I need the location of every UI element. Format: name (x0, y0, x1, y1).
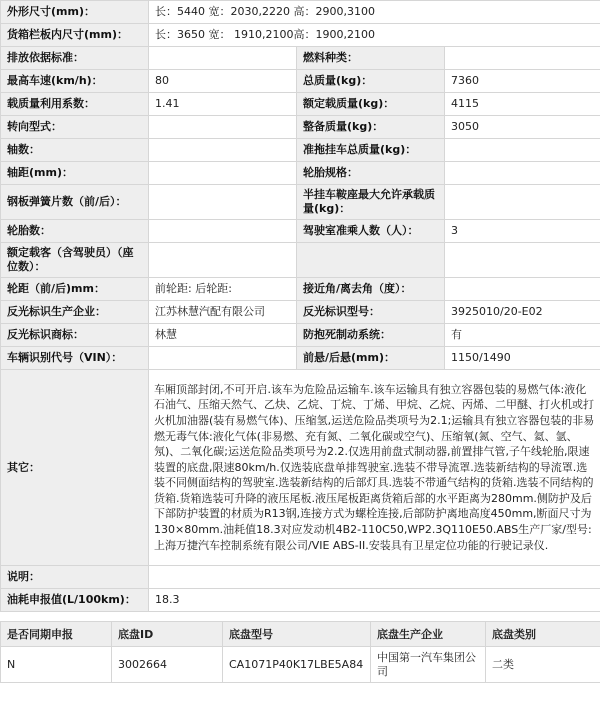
chassis-header-cell: 底盘类别 (486, 622, 600, 647)
spec-pair-row (1, 185, 600, 220)
chassis-header-cell: 底盘ID (112, 622, 223, 647)
field-value (445, 47, 600, 70)
spec-pair-row (1, 47, 600, 70)
field-value (445, 243, 600, 278)
field-label: 轮胎数： (1, 220, 149, 243)
field-value: 3 (445, 220, 600, 243)
field-label: 反光标识生产企业： (1, 301, 149, 324)
field-label (297, 243, 445, 278)
field-value: 7360 (445, 70, 600, 93)
field-value: 4115 (445, 93, 600, 116)
spec-value: 长：3650 宽： 1910,2100高：1900,2100 (149, 24, 600, 47)
spec-label: 货箱栏板内尺寸(mm)： (1, 24, 149, 47)
field-value (149, 243, 297, 278)
fuel-label: 油耗申报值(L/100km)： (1, 589, 149, 612)
note-label: 说明： (1, 566, 149, 589)
spec-label: 外形尺寸(mm)： (1, 1, 149, 24)
spec-pair-row (1, 301, 600, 324)
field-value (149, 116, 297, 139)
spec-pair-row (1, 139, 600, 162)
chassis-cell: CA1071P40K17LBE5A84 (223, 647, 371, 683)
field-value (149, 347, 297, 370)
spec-pair-row (1, 116, 600, 139)
spec-row (1, 24, 600, 47)
field-value: 80 (149, 70, 297, 93)
chassis-cell: 3002664 (112, 647, 223, 683)
chassis-header-cell: 是否同期申报 (1, 622, 112, 647)
field-label: 钢板弹簧片数（前/后）： (1, 185, 149, 220)
field-value: 3050 (445, 116, 600, 139)
spec-pair-row (1, 70, 600, 93)
field-label: 准拖挂车总质量(kg)： (297, 139, 445, 162)
spec-pair-row (1, 278, 600, 301)
field-label: 最高车速(km/h)： (1, 70, 149, 93)
field-value: 1.41 (149, 93, 297, 116)
chassis-cell: N (1, 647, 112, 683)
field-value: 有 (445, 324, 600, 347)
section-spacer (0, 612, 600, 621)
field-label: 半挂车鞍座最大允许承载质量(kg)： (297, 185, 445, 220)
field-value (149, 220, 297, 243)
note-value (149, 566, 600, 589)
field-label: 反光标识商标： (1, 324, 149, 347)
fuel-row (1, 589, 600, 612)
field-label: 转向型式： (1, 116, 149, 139)
chassis-header-cell: 底盘生产企业 (371, 622, 486, 647)
field-label: 轴数： (1, 139, 149, 162)
field-label: 轮胎规格： (297, 162, 445, 185)
field-value (445, 139, 600, 162)
fuel-value: 18.3 (149, 589, 600, 612)
spec-pair-row (1, 243, 600, 278)
chassis-row (1, 647, 600, 683)
field-value (149, 47, 297, 70)
spec-row (1, 1, 600, 24)
spec-pair-row (1, 93, 600, 116)
field-value (445, 278, 600, 301)
field-label: 额定载客（含驾驶员）（座位数）： (1, 243, 149, 278)
field-label: 总质量(kg)： (297, 70, 445, 93)
field-label: 前悬/后悬(mm)： (297, 347, 445, 370)
field-label: 轴距(mm)： (1, 162, 149, 185)
field-value: 1150/1490 (445, 347, 600, 370)
other-value: 车厢顶部封闭,不可开启.该车为危险品运输车.该车运输具有独立容器包装的易燃气体:液化石油气、压缩天然气、乙炔、乙烷、丁烷、丁烯、甲烷、乙烷、丙烯、二甲醚、打火机或打火机加油器(装有易燃气体)、压缩氢,运送危险品类项号为2.1;运输具有独立容器包装的非易燃无毒气体:液化气体(非易燃、充有氮、二氧化碳或空气)、压缩氧(氮、空气、氦、氩、氖)、二氧化碳;运送危险品类项号为2.2.仅选用前盘式制动器,前置排气管,子午线轮胎,限速装置的底盘,限速80km/h.仅选装底盘单排驾驶室.选装不带导流罩.选装新结构的导流罩.选装不同侧面结构的驾驶室.选装新结构的后部灯具.选装不带通气结构的货箱.选装不同结构的货箱.货箱选装可升降的液压尾板.液压尾板距离货箱后部的水平距离为280mm.侧防护及后下部防护装置的材质为R13钢,连接方式为螺栓连接,后部防护离地高度450mm,断面尺寸为130×80mm.油耗值18.3对应发动机4B2-110C50,WP2.3Q110E50.ABS生产厂家/型号:上海万捷汽车控制系统有限公司/VIE ABS-II.安装具有卫星定位功能的行驶记录仪. (149, 370, 600, 566)
field-label: 接近角/离去角（度）： (297, 278, 445, 301)
field-value: 前轮距: 后轮距: (149, 278, 297, 301)
field-value: 江苏林慧汽配有限公司 (149, 301, 297, 324)
note-row (1, 566, 600, 589)
field-value (149, 139, 297, 162)
field-label: 反光标识型号： (297, 301, 445, 324)
field-label: 排放依据标准： (1, 47, 149, 70)
field-label: 车辆识别代号（VIN）： (1, 347, 149, 370)
chassis-cell: 二类 (486, 647, 600, 683)
field-label: 防抱死制动系统： (297, 324, 445, 347)
field-value (445, 185, 600, 220)
spec-pair-row (1, 347, 600, 370)
chassis-header-cell: 底盘型号 (223, 622, 371, 647)
field-label: 燃料种类： (297, 47, 445, 70)
other-label: 其它： (1, 370, 149, 566)
chassis-table (0, 621, 600, 683)
field-value (149, 185, 297, 220)
other-row (1, 370, 600, 566)
spec-pair-row (1, 220, 600, 243)
chassis-header-row (1, 622, 600, 647)
field-value: 林慧 (149, 324, 297, 347)
field-label: 整备质量(kg)： (297, 116, 445, 139)
field-value: 3925010/20-E02 (445, 301, 600, 324)
spec-pair-row (1, 324, 600, 347)
field-value (445, 162, 600, 185)
field-label: 额定载质量(kg)： (297, 93, 445, 116)
field-value (149, 162, 297, 185)
spec-value: 长：5440 宽：2030,2220 高：2900,3100 (149, 1, 600, 24)
spec-pair-row (1, 162, 600, 185)
chassis-cell: 中国第一汽车集团公司 (371, 647, 486, 683)
field-label: 轮距（前/后)mm： (1, 278, 149, 301)
field-label: 驾驶室准乘人数（人）： (297, 220, 445, 243)
field-label: 载质量利用系数： (1, 93, 149, 116)
